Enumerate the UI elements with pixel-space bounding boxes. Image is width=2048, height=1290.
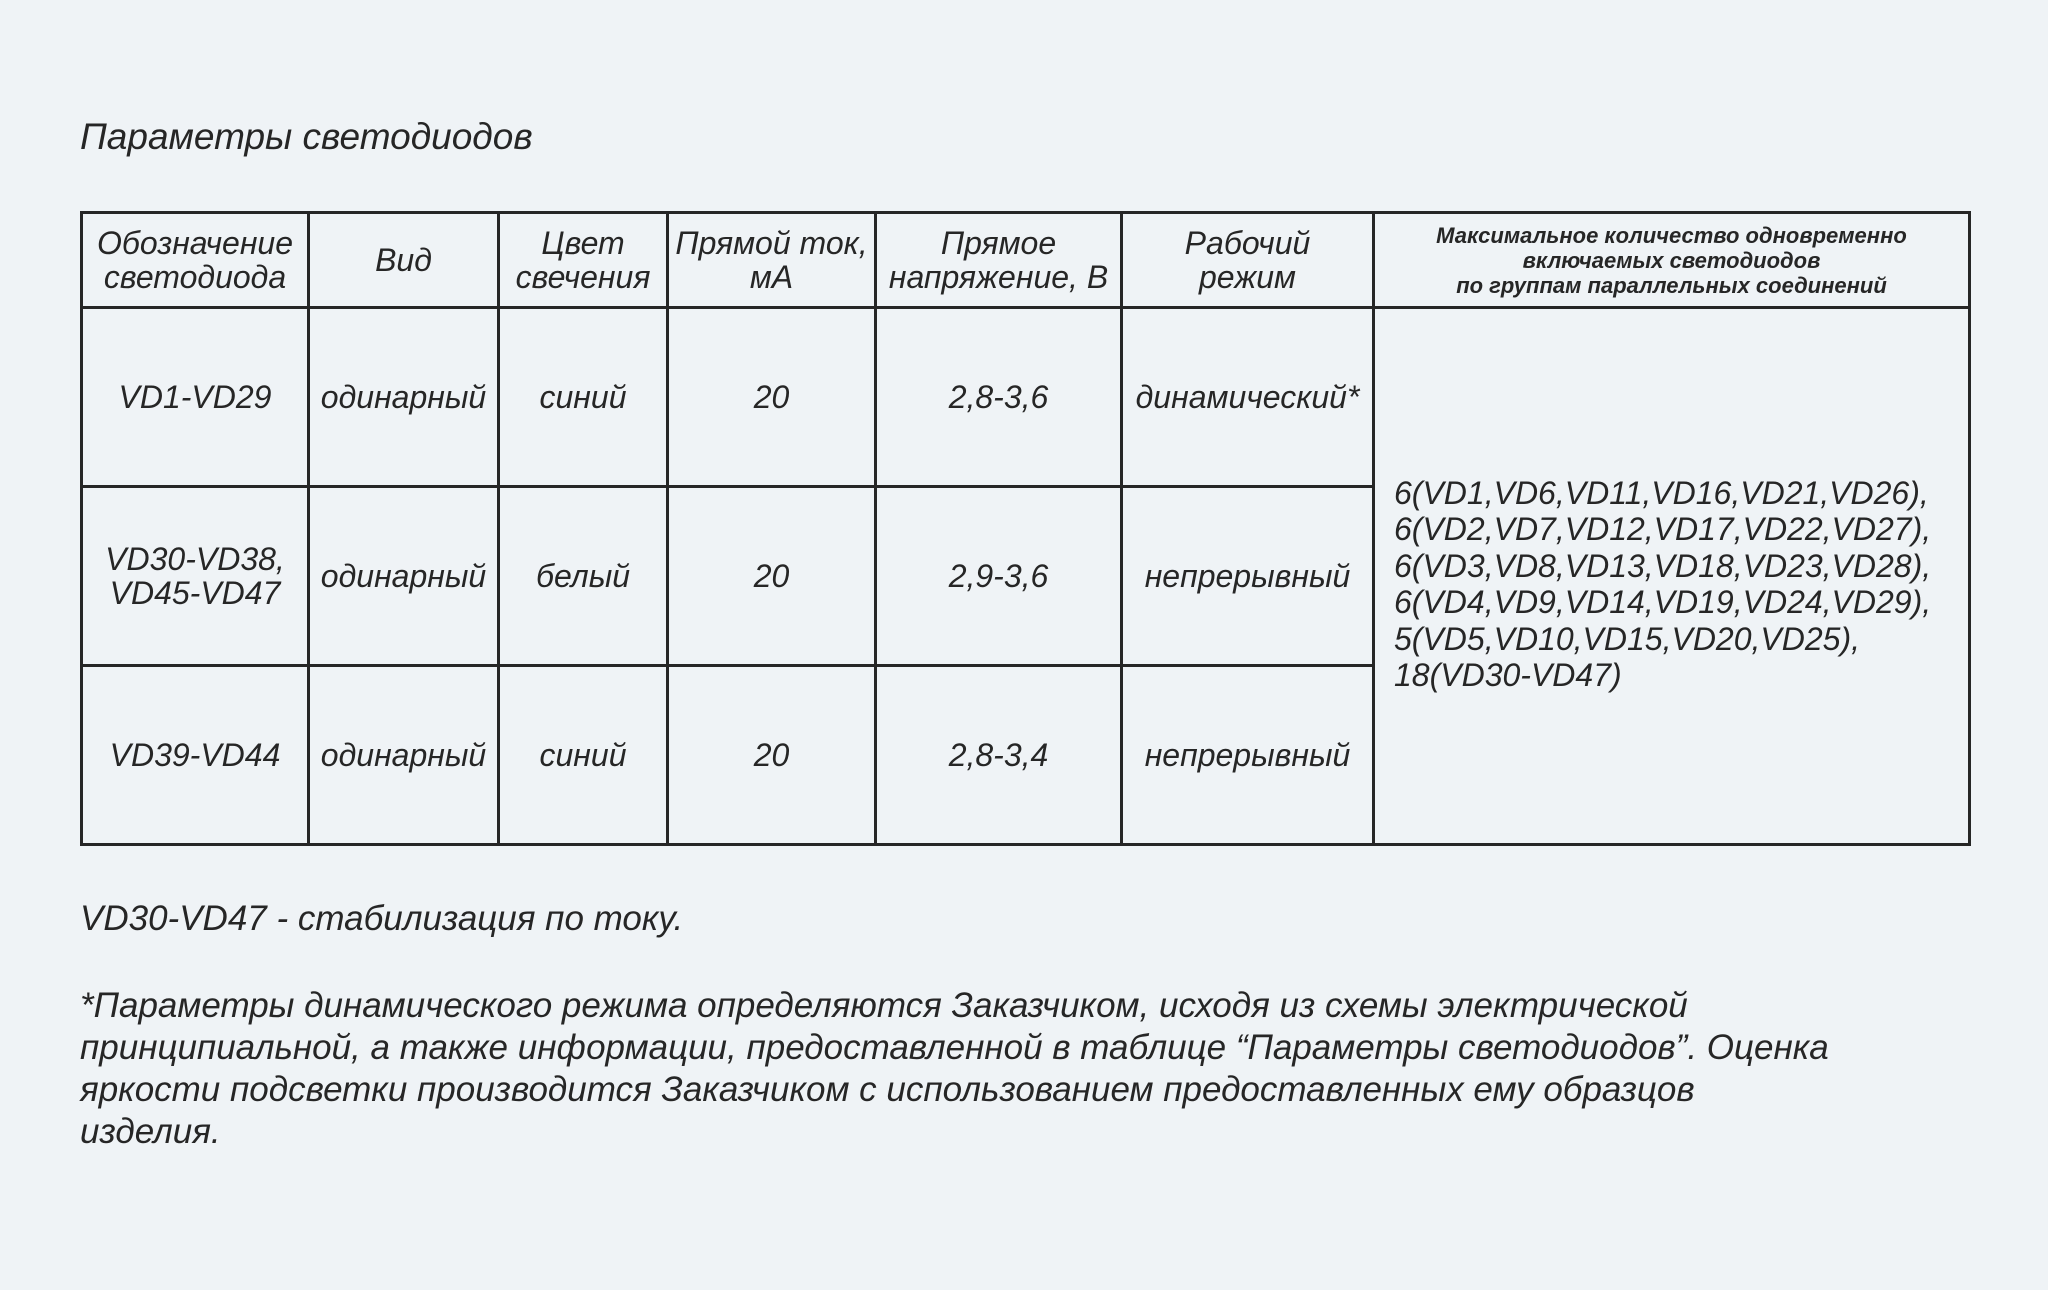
cell-type: одинарный — [309, 487, 499, 666]
cell-mode: непрерывный — [1122, 487, 1374, 666]
cell-current: 20 — [668, 666, 876, 845]
cell-mode: динамический* — [1122, 308, 1374, 487]
header-type: Вид — [309, 213, 499, 308]
header-max-groups: Максимальное количество одновременно включаемых светодиодов по группам параллельных соединений — [1374, 213, 1970, 308]
cell-current: 20 — [668, 487, 876, 666]
cell-voltage: 2,8-3,6 — [876, 308, 1122, 487]
footnote: *Параметры динамического режима определяются Заказчиком, исходя из схемы электрической принципиальной, а также информации, предоставленной в таблице “Параметры светодиодов”. Оценка яркости подсветки производится Заказчиком с использованием предоставленных ему образцов изделия. — [80, 986, 1829, 1151]
cell-current: 20 — [668, 308, 876, 487]
cell-designation: VD30-VD38, VD45-VD47 — [82, 487, 309, 666]
cell-color: синий — [499, 666, 668, 845]
led-parameters-table — [80, 211, 1971, 846]
cell-designation: VD1-VD29 — [82, 308, 309, 487]
header-mode: Рабочий режим — [1122, 213, 1374, 308]
cell-voltage: 2,8-3,4 — [876, 666, 1122, 845]
cell-max-groups: 6(VD1,VD6,VD11,VD16,VD21,VD26), 6(VD2,VD7,VD12,VD17,VD22,VD27), 6(VD3,VD8,VD13,VD18,VD23,VD28), 6(VD4,VD9,VD14,VD19,VD24,VD29), 5(VD5,VD10,VD15,VD20,VD25), 18(VD30-VD47) — [1374, 308, 1970, 845]
cell-type: одинарный — [309, 666, 499, 845]
header-current: Прямой ток, мА — [668, 213, 876, 308]
table-header-row — [82, 213, 1970, 308]
cell-type: одинарный — [309, 308, 499, 487]
header-voltage: Прямое напряжение, В — [876, 213, 1122, 308]
cell-mode: непрерывный — [1122, 666, 1374, 845]
cell-color: синий — [499, 308, 668, 487]
page-title: Параметры светодиодов — [80, 116, 533, 157]
header-color: Цвет свечения — [499, 213, 668, 308]
cell-voltage: 2,9-3,6 — [876, 487, 1122, 666]
stabilization-note: VD30-VD47 - стабилизация по току. — [80, 899, 684, 938]
cell-color: белый — [499, 487, 668, 666]
header-designation: Обозначение светодиода — [82, 213, 309, 308]
cell-designation: VD39-VD44 — [82, 666, 309, 845]
table-row — [82, 308, 1970, 487]
